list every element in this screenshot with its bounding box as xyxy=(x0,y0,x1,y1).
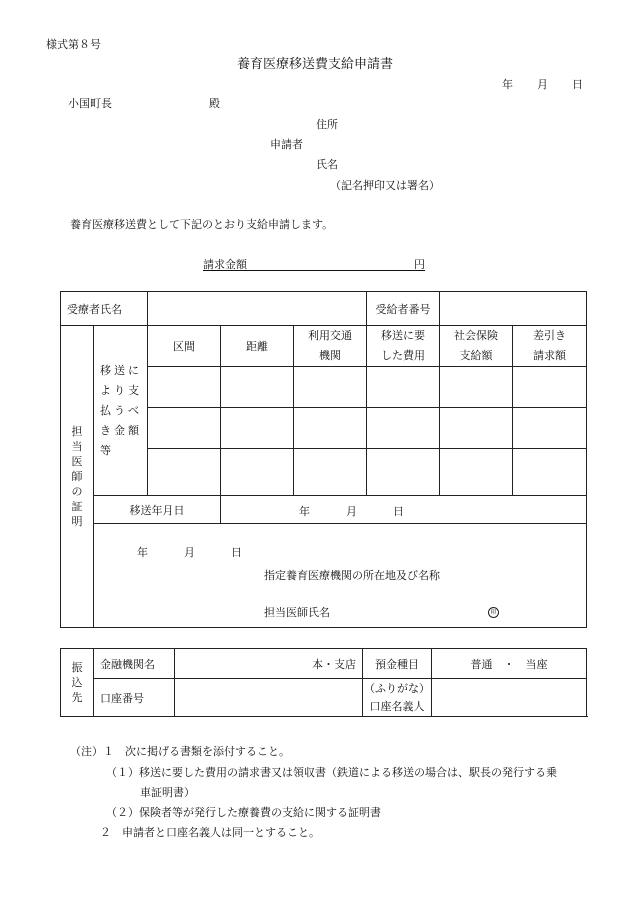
bank-name-field[interactable] xyxy=(175,649,363,679)
account-holder-field[interactable] xyxy=(432,679,587,717)
col-transport: 利用交通 機関 xyxy=(294,326,367,367)
applicant-label: 申請者 xyxy=(270,138,303,151)
payment-amount-label: 移送により支払うべき金額等 xyxy=(94,326,148,496)
deposit-type-options[interactable]: 普通 ・ 当座 xyxy=(432,649,587,679)
transfer-date-field[interactable] xyxy=(221,496,587,524)
table-cell[interactable] xyxy=(513,408,587,449)
table-cell[interactable] xyxy=(440,367,513,408)
col-net-claim: 差引き 請求額 xyxy=(513,326,587,367)
deposit-type-label: 預金種目 xyxy=(363,649,432,679)
bank-name-label: 金融機関名 xyxy=(94,649,175,679)
note-header: （注）１ 次に掲げる書類を添付すること。 xyxy=(70,745,290,758)
transfer-date-label: 移送年月日 xyxy=(94,496,221,524)
patient-name-field[interactable] xyxy=(148,292,367,326)
table-cell[interactable] xyxy=(148,367,221,408)
account-holder-label: （ふりがな） 口座名義人 xyxy=(363,679,432,717)
cert-day: 日 xyxy=(231,546,242,559)
transfer-month: 月 xyxy=(346,505,357,518)
name-label: 氏名 xyxy=(316,158,338,171)
table-cell[interactable] xyxy=(294,449,367,496)
account-number-label: 口座番号 xyxy=(94,679,175,717)
seal-icon: 印 xyxy=(488,604,499,618)
form-number: 様式第８号 xyxy=(46,38,101,51)
table-cell[interactable] xyxy=(367,449,440,496)
date-month: 月 xyxy=(537,78,548,91)
col-distance: 距離 xyxy=(221,326,294,367)
institution-label: 指定養育医療機関の所在地及び名称 xyxy=(264,569,440,582)
col-section: 区間 xyxy=(148,326,221,367)
yen-unit: 円 xyxy=(414,258,425,271)
bank-table xyxy=(60,648,587,717)
recipient-number-field[interactable] xyxy=(440,292,587,326)
account-number-field[interactable] xyxy=(175,679,363,717)
cert-month: 月 xyxy=(184,546,195,559)
table-cell[interactable] xyxy=(513,367,587,408)
cert-year: 年 xyxy=(137,546,148,559)
table-cell[interactable] xyxy=(367,408,440,449)
statement: 養育医療移送費として下記のとおり支給申請します。 xyxy=(70,218,334,231)
table-cell[interactable] xyxy=(440,408,513,449)
table-cell[interactable] xyxy=(367,367,440,408)
table-cell[interactable] xyxy=(440,449,513,496)
claim-label: 請求金額 xyxy=(203,258,247,271)
recipient-number-label: 受給者番号 xyxy=(367,292,440,326)
table-cell[interactable] xyxy=(294,367,367,408)
table-cell[interactable] xyxy=(221,408,294,449)
col-cost: 移送に要 した費用 xyxy=(367,326,440,367)
table-cell[interactable] xyxy=(221,367,294,408)
seal-note: （記名押印又は署名） xyxy=(330,179,440,192)
date-year: 年 xyxy=(502,78,513,91)
note-item-2: （２）保険者等が発行した療養費の支給に関する証明書 xyxy=(106,806,381,819)
branch-label: 本・支店 xyxy=(312,657,356,671)
note-item-1: （１）移送に要した費用の請求書又は領収書（鉄道による移送の場合は、駅長の発行する乗 xyxy=(106,766,557,779)
doctor-certification-label: 担当医師の証明 xyxy=(61,326,94,628)
transfer-year: 年 xyxy=(299,505,310,518)
main-table xyxy=(60,291,587,628)
doctor-certification-block xyxy=(94,524,587,628)
table-cell[interactable] xyxy=(513,449,587,496)
patient-name-label: 受療者氏名 xyxy=(61,292,148,326)
table-cell[interactable] xyxy=(221,449,294,496)
addressee: 小国町長 xyxy=(68,97,112,110)
table-cell[interactable] xyxy=(148,449,221,496)
note-item-1-cont: 車証明書） xyxy=(140,786,195,799)
page-title: 養育医療移送費支給申請書 xyxy=(236,57,393,72)
transfer-day: 日 xyxy=(393,505,404,518)
doctor-name-label: 担当医師氏名 xyxy=(264,606,330,619)
honorific: 殿 xyxy=(209,97,220,110)
note-2: ２ 申請者と口座名義人は同一とすること。 xyxy=(100,826,320,839)
transfer-to-label: 振込先 xyxy=(61,649,94,717)
date-day: 日 xyxy=(572,78,583,91)
claim-amount-field[interactable] xyxy=(203,256,425,271)
table-cell[interactable] xyxy=(294,408,367,449)
table-cell[interactable] xyxy=(148,408,221,449)
address-label: 住所 xyxy=(316,118,338,131)
col-insurance: 社会保険 支給額 xyxy=(440,326,513,367)
